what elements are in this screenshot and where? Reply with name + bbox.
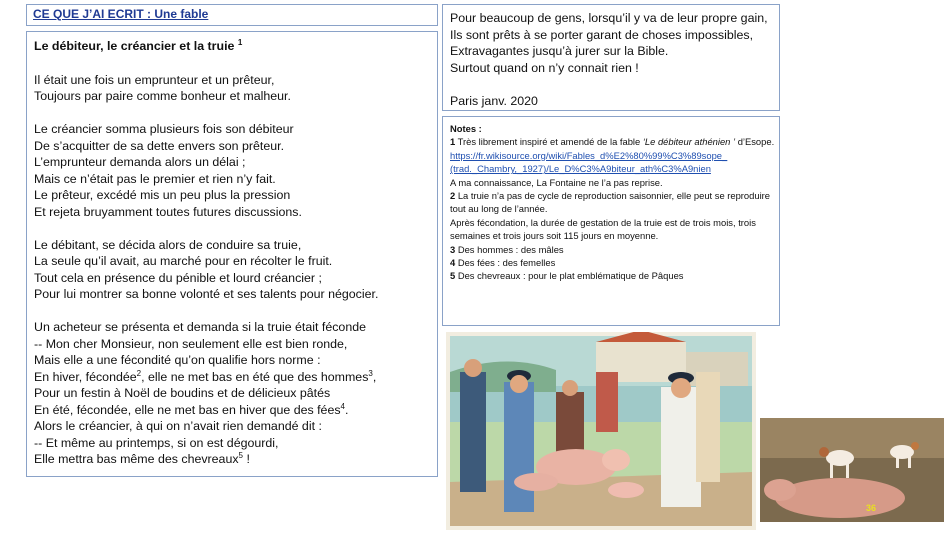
note-text: Des fées : des femelles	[455, 257, 556, 269]
note-text: Des hommes : des mâles	[455, 243, 564, 255]
verse-line: Le créancier somma plusieurs fois son débiteur	[34, 122, 294, 136]
note-number: 2	[450, 190, 456, 202]
verse-text: En été, fécondée, elle ne met bas en hiver que des fées	[34, 402, 341, 417]
footnote-ref: 4	[340, 401, 345, 411]
verse-line: Pour lui montrer sa bonne volonté et ses talents pour négocier.	[34, 287, 379, 301]
note-2-extra: Après fécondation, la durée de gestation de la truie est de trois mois, trois semaines et trois jours soit 115 jours en moyenne.	[450, 216, 756, 242]
fable-title	[34, 38, 431, 55]
note-number: 3	[450, 243, 456, 255]
verse-line	[34, 369, 431, 386]
verse-line: Un acheteur se présenta et demanda si la truie était féconde	[34, 320, 367, 334]
note-1	[450, 135, 775, 148]
verse-text: !	[243, 452, 250, 466]
fable-title-text: Le débiteur, le créancier et la truie	[34, 39, 235, 53]
notes-heading: Notes :	[450, 123, 482, 134]
note-5	[450, 269, 775, 282]
verse-line: De s’acquitter de sa dette envers son prêteur.	[34, 138, 285, 153]
verse-line: Alors le créancier, à qui on n’avait rien demandé dit :	[34, 419, 322, 433]
verse-text: Elle mettra bas même des chevreaux	[34, 452, 239, 466]
pig-market-painting	[446, 332, 756, 530]
signature: Paris janv. 2020	[450, 93, 538, 108]
footnote-ref: 2	[136, 368, 142, 378]
verse-line: Pour un festin à Noël de boudins et de délicieux pâtés	[34, 386, 331, 400]
wikisource-link[interactable]: https://fr.wikisource.org/wiki/Fables_d%E2%80%99%C3%89sope_	[450, 149, 728, 161]
verse-line: Mais elle a une fécondité qu’on qualifie hors norme :	[34, 353, 321, 367]
note-text: Des chevreaux : pour le plat emblématique de Pâques	[455, 270, 684, 282]
note-text: La truie n’a pas de cycle de reproduction saisonnier, elle peut se reproduire tout au long de l’année.	[450, 190, 770, 215]
verse-line: Il était une fois un emprunteur et un prêteur,	[34, 72, 275, 87]
verse-line: -- Mon cher Monsieur, non seulement elle est bien ronde,	[34, 336, 348, 351]
verse-line: Tout cela en présence du pénible et lourd créancier ;	[34, 270, 322, 285]
stanza-1	[34, 72, 431, 105]
note-number: 5	[450, 270, 456, 282]
verse-text: ,	[372, 369, 377, 384]
verse-text: .	[344, 402, 349, 417]
page-number: 36	[866, 503, 877, 513]
verse-line: -- Et même au printemps, si on est dégourdi,	[34, 435, 279, 450]
footnote-ref: 5	[238, 450, 243, 460]
moral-line: Ils sont prêts à se porter garant de choses impossibles,	[450, 27, 754, 42]
stanza-4	[34, 319, 431, 468]
page-title: CE QUE J’AI ECRIT : Une fable	[33, 7, 209, 21]
verse-text: En hiver, fécondée	[34, 369, 137, 384]
verse-line: Le prêteur, excédé mis un peu plus la pression	[34, 188, 291, 202]
moral-line: Extravagantes jusqu’à jurer sur la Bible.	[450, 44, 669, 58]
verse-line	[34, 402, 431, 419]
verse-line: L’emprunteur demanda alors un délai ;	[34, 155, 246, 169]
verse-line: Mais ce n’était pas le premier et rien n’y fait.	[34, 171, 276, 186]
goats-on-pig-photo	[760, 418, 944, 522]
note-number: 1	[450, 136, 456, 148]
note-number: 4	[450, 257, 456, 269]
note-1-extra: A ma connaissance, La Fontaine ne l’a pas reprise.	[450, 176, 663, 188]
note-title: ‘Le débiteur athénien ’	[642, 136, 736, 148]
stanza-2	[34, 121, 431, 220]
stanza-3	[34, 237, 431, 303]
fable-panel	[26, 31, 438, 477]
note-text: d’Esope.	[735, 136, 775, 148]
note-4	[450, 256, 775, 269]
note-text: Très librement inspiré et amendé de la fable	[455, 136, 643, 148]
verse-text: , elle ne met bas en été que des hommes	[141, 369, 369, 384]
footnote-ref: 1	[237, 37, 243, 47]
moral-line: Surtout quand on n’y connait rien !	[450, 60, 639, 75]
wikisource-link[interactable]: (trad._Chambry,_1927)/Le_D%C3%A9biteur_ath%C3%A9nien	[450, 163, 711, 175]
verse-line: Toujours par paire comme bonheur et malheur.	[34, 89, 291, 103]
footnote-ref: 3	[368, 368, 373, 378]
verse-line: Le débitant, se décida alors de conduire sa truie,	[34, 237, 302, 252]
verse-line: Et rejeta bruyamment toutes futures discussions.	[34, 204, 302, 219]
moral-line: Pour beaucoup de gens, lorsqu’il y va de leur propre gain,	[450, 11, 768, 25]
note-3	[450, 243, 775, 256]
note-2	[450, 189, 775, 216]
notes-panel	[442, 116, 780, 326]
verse-line	[34, 451, 431, 468]
moral-panel	[442, 4, 780, 111]
verse-line: La seule qu’il avait, au marché pour en récolter le fruit.	[34, 254, 333, 268]
title-box	[26, 4, 438, 26]
